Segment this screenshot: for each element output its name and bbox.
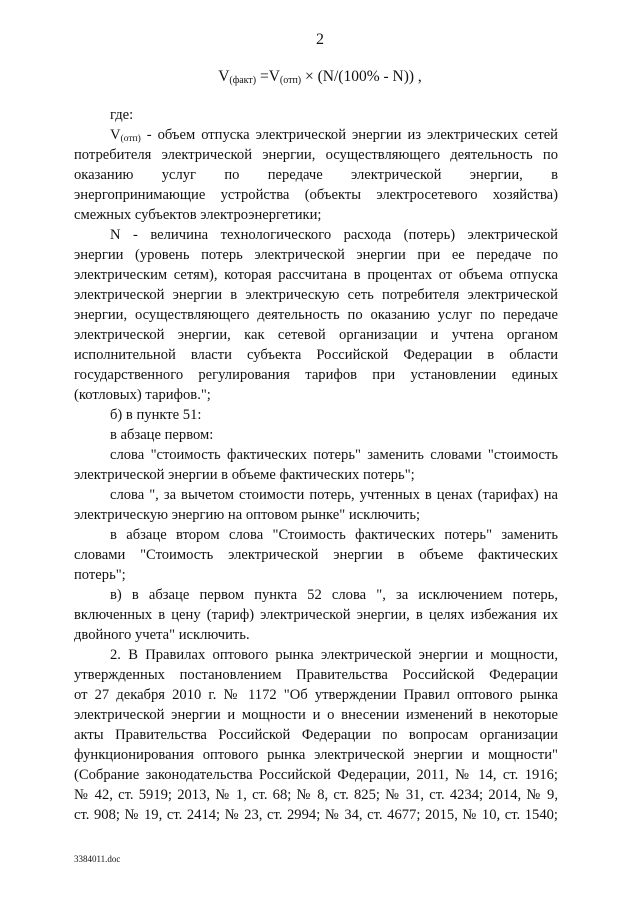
n-definition-line: электрическим сетям), которая рассчитана в процентах от объема отпуска [74, 267, 558, 283]
formula-sub-otp: (отп) [279, 75, 302, 86]
section-two-line: № 42, ст. 5919; 2013, № 1, ст. 68; № 8, ст. 825; № 31, ст. 4234; 2014, № 9, [74, 787, 558, 803]
v-symbol-sub: (отп) [120, 134, 141, 144]
n-definition-line: энергии, осуществляющего деятельность по оказанию услуг по передаче [74, 307, 558, 323]
item-v-line: в) в абзаце первом пункта 52 слова ", за исключением потерь, [110, 587, 558, 603]
words-replacement-line: электрической энергии в объеме фактических потерь"; [74, 467, 415, 483]
paragraph-two-line: в абзаце втором слова "Стоимость фактических потерь" заменить [110, 527, 558, 543]
paragraph-one-intro: в абзаце первом: [110, 427, 214, 443]
v-definition-line: энергопринимающие устройства (объекты электросетевого хозяйства) [74, 187, 558, 203]
section-two-line: ст. 908; № 19, ст. 2414; № 23, ст. 2994; № 34, ст. 4677; 2015, № 10, ст. 1540; [74, 807, 558, 823]
section-two-line: от 27 декабря 2010 г. № 1172 "Об утверждении Правил оптового рынка [74, 687, 558, 703]
n-definition-line: энергии (уровень потерь электрической энергии при ее передаче по [74, 247, 558, 263]
item-b: б) в пункте 51: [110, 407, 202, 423]
section-two-line: (Собрание законодательства Российской Федерации, 2011, № 14, ст. 1916; [74, 767, 558, 783]
n-definition-line: N - величина технологического расхода (потерь) электрической [110, 227, 558, 243]
v-definition-line: смежных субъектов электроэнергетики; [74, 207, 322, 223]
v-definition-line: оказанию услуг по передаче электрической энергии, в [74, 167, 558, 183]
section-two-line: утвержденных постановлением Правительства Российской Федерации [74, 667, 558, 683]
v-definition-line: потребителя электрической энергии, осуществляющего деятельность по [74, 147, 558, 163]
n-definition-line: электрической энергии в электрическую сеть потребителя электрической [74, 287, 558, 303]
section-two-line: акты Правительства Российской Федерации по вопросам организации [74, 727, 558, 743]
item-v-line: включенных в цену (тариф) электрической энергии, в целях избежания их [74, 607, 558, 623]
words-removal-line: электрическую энергию на оптовом рынке" исключить; [74, 507, 421, 523]
item-v-line: двойного учета" исключить. [74, 627, 250, 643]
section-two-line: функционирования оптового рынка электрической энергии и мощности" [74, 747, 558, 763]
formula-eq: =V [256, 68, 280, 85]
document-id: 3384011.doc [74, 854, 121, 864]
n-definition-line: (котловых) тарифов."; [74, 387, 211, 403]
v-symbol: V [110, 127, 121, 143]
page-number: 2 [316, 31, 324, 48]
n-definition-line: электрической энергии, как сетевой организации и учтена органом [74, 327, 558, 343]
section-two-line: электрической энергии и мощности и о внесении изменений в некоторые [74, 707, 558, 723]
words-replacement-line: слова "стоимость фактических потерь" заменить словами "стоимость [110, 447, 558, 463]
formula [0, 68, 640, 86]
words-removal-line: слова ", за вычетом стоимости потерь, учтенных в ценах (тарифах) на [110, 487, 558, 503]
formula-sub-fact: (факт) [229, 75, 257, 86]
paragraph-two-line: потерь"; [74, 567, 126, 583]
where-label: где: [110, 107, 134, 123]
formula-rest: × (N/(100% - N)) , [301, 68, 422, 85]
formula-v: V [218, 68, 230, 85]
n-definition-line: государственного регулирования тарифов при установлении единых [74, 367, 558, 383]
v-definition-text: - объем отпуска электрической энергии из электрических сетей [140, 127, 558, 143]
v-definition-first-line [110, 126, 558, 145]
paragraph-two-line: словами "Стоимость электрической энергии в объеме фактических [74, 547, 558, 563]
section-two-line: 2. В Правилах оптового рынка электрической энергии и мощности, [110, 647, 558, 663]
n-definition-line: исполнительной власти субъекта Российской Федерации в области [74, 347, 558, 363]
